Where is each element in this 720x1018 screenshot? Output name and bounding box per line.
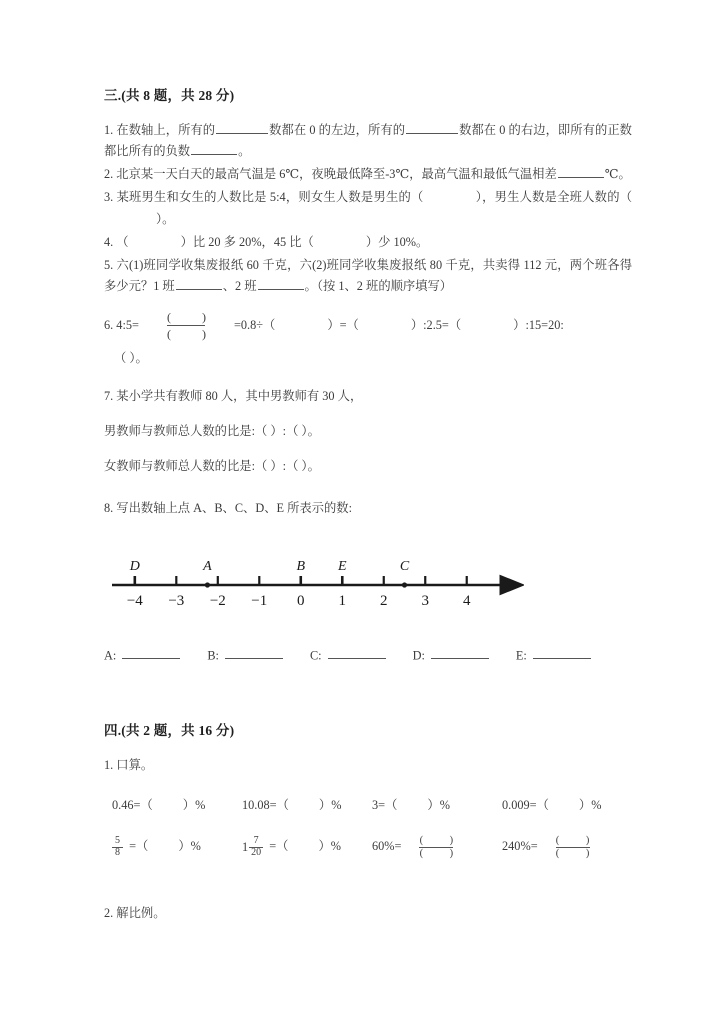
point-dot <box>402 582 407 587</box>
answer-blank-a[interactable] <box>122 647 180 660</box>
fill-blank[interactable] <box>258 277 304 290</box>
fraction-denominator: ( ) <box>555 847 602 859</box>
fraction-denominator: 8 <box>115 846 120 858</box>
axis-tick-label: −3 <box>168 592 185 609</box>
question-4-part-c: ）少 10%。 <box>365 234 429 249</box>
answer-slot-a <box>104 647 181 664</box>
calc-close: ）% <box>578 798 602 813</box>
mixed-number <box>242 836 266 858</box>
fill-blank[interactable] <box>558 166 604 179</box>
axis-tick-label: −1 <box>251 592 268 609</box>
mental-math-row-2 <box>104 835 632 859</box>
answer-label-c: C: <box>309 648 322 663</box>
point-label-d: D <box>129 558 140 574</box>
answer-blank-c[interactable] <box>328 647 386 660</box>
mixed-whole: 1 <box>242 839 249 854</box>
axis-tick-label: 3 <box>421 592 429 609</box>
answer-label-d: D: <box>412 648 425 663</box>
axis-tick-label: −2 <box>209 592 226 609</box>
calc-cell-mixed <box>242 836 372 858</box>
answer-slot-e <box>516 647 592 664</box>
question-5-part-a: 5. 六(1)班同学收集废报纸 60 千克，六(2)班同学收集废报纸 80 千克，共卖得 112 元，两个班各得多少元？1 班 <box>104 257 632 293</box>
fill-blank[interactable] <box>191 142 237 155</box>
question-8: 8. 写出数轴上点 A、B、C、D、E 所表示的数: <box>104 500 352 515</box>
calc-expr: 3=（ <box>372 798 398 813</box>
question-1-part-c: 数都在 0 的右边，即所有的正数都比所有的负数 <box>104 123 632 159</box>
section-heading-3: 三.(共 8 题，共 28 分) <box>104 88 235 103</box>
calc-close: ）% <box>318 839 342 854</box>
fraction-denominator: ( ) <box>166 327 220 342</box>
axis-tick-labels <box>127 593 471 609</box>
number-line-svg <box>104 537 524 633</box>
calc-close: ）% <box>182 798 206 813</box>
fraction-denominator: ( ) <box>419 847 466 859</box>
calc-cell <box>502 795 632 813</box>
point-label-b: B <box>296 558 306 574</box>
calc-cell <box>372 795 502 813</box>
question-1 <box>104 120 632 162</box>
answer-blanks-row <box>104 647 632 664</box>
question-1-part-b: 数都在 0 的左边，所有的 <box>269 123 406 137</box>
question-1-part-a: 1. 在数轴上，所有的 <box>104 123 216 137</box>
question-1-part-d: 。 <box>238 144 251 159</box>
calc-cell-percent <box>502 835 632 859</box>
percent-eq: = <box>394 839 402 854</box>
question-2 <box>104 164 632 185</box>
calc-cell-percent <box>372 835 502 859</box>
calc-cell <box>112 795 242 813</box>
calc-close: ）% <box>178 839 201 854</box>
question-6-mid: =0.8÷（ <box>233 318 276 333</box>
mixed-fraction <box>249 836 263 858</box>
calc-close: ）% <box>318 798 342 813</box>
point-dot <box>205 582 210 587</box>
question-6-p3: ）:15=20: <box>513 318 564 333</box>
answer-label-b: B: <box>207 648 219 663</box>
fraction-numerator: 7 <box>253 835 259 847</box>
question-4-part-b: ）比 20 多 20%，45 比（ <box>180 234 314 249</box>
answer-label-e: E: <box>515 648 527 663</box>
fill-blank[interactable] <box>406 121 458 134</box>
question-6-lead: 6. 4:5= <box>104 318 139 333</box>
point-label-a: A <box>203 558 212 574</box>
number-line-diagram <box>104 537 632 633</box>
fraction-denominator: 20 <box>251 846 262 858</box>
question-2-part-a: 2. 北京某一天白天的最高气温是 6℃，夜晚最低降至-3℃，最高气温和最低气温相差 <box>104 167 557 182</box>
calc-close: ）% <box>427 798 450 813</box>
percent-lead: 240% <box>502 839 531 854</box>
question-7-sub-1: 男教师与教师总人数的比是:（ ）:（ ）。 <box>104 424 320 439</box>
answer-slot-c <box>310 647 387 664</box>
section-4 <box>104 719 632 921</box>
question-6-tail: （ ）。 <box>114 351 148 366</box>
answer-blank-d[interactable] <box>431 647 489 660</box>
axis-tick-label: 2 <box>380 592 388 609</box>
answer-slot-d <box>413 647 490 664</box>
fill-blank[interactable] <box>216 121 268 134</box>
answer-blank-b[interactable] <box>225 647 283 660</box>
calc-expr: =（ <box>129 839 149 854</box>
calc-expr: 0.009=（ <box>502 798 549 813</box>
fraction-numerator: ( ) <box>166 310 220 325</box>
question-3 <box>104 187 632 229</box>
point-label-e: E <box>337 558 347 574</box>
question-3-part-c: ）。 <box>156 211 175 226</box>
question-4 <box>104 232 632 253</box>
question-5-part-b: 、2 班 <box>222 278 257 293</box>
paren-fraction[interactable] <box>543 835 603 859</box>
question-7: 7. 某小学共有教师 80 人，其中男教师有 30 人， <box>104 389 363 404</box>
section-heading-4: 四.(共 2 题，共 16 分) <box>104 723 235 739</box>
calc-cell <box>242 795 372 813</box>
paren-fraction[interactable] <box>407 835 467 859</box>
axis-tick-label: −4 <box>126 592 143 609</box>
fill-blank[interactable] <box>176 277 222 290</box>
calc-expr: 0.46=（ <box>112 798 153 813</box>
fraction-numerator: ( ) <box>555 835 602 847</box>
answer-slot-b <box>207 647 284 664</box>
question-5 <box>104 255 632 297</box>
answer-label-a: A: <box>104 648 117 663</box>
page-content <box>104 84 632 921</box>
question-7-sub-2: 女教师与教师总人数的比是:（ ）:（ ）。 <box>104 459 320 474</box>
question-2-part-b: ℃。 <box>604 167 631 182</box>
axis-tick-label: 1 <box>338 592 347 609</box>
percent-lead: 60% <box>372 839 395 854</box>
marked-points <box>129 559 410 588</box>
question-6-p2: ）:2.5=（ <box>410 318 462 333</box>
calc-cell-fraction <box>112 836 242 858</box>
point-label-c: C <box>399 558 410 574</box>
answer-blank-e[interactable] <box>533 647 591 660</box>
section4-question-2: 2. 解比例。 <box>104 906 166 921</box>
question-3-part-b: ），男生人数是全班人数的（ <box>475 190 632 205</box>
question-6-p1: ）=（ <box>327 318 359 333</box>
question-4-part-a: 4. （ <box>104 234 129 249</box>
calc-expr: =（ <box>269 839 289 854</box>
fraction-five-eighths <box>112 836 123 858</box>
question-6 <box>104 309 632 342</box>
question-3-part-a: 3. 某班男生和女生的人数比是 5:4，则女生人数是男生的（ <box>104 190 424 205</box>
paren-fraction[interactable] <box>153 309 220 342</box>
percent-eq: = <box>530 839 538 854</box>
mental-math-row-1 <box>104 795 632 813</box>
axis-tick-label: 0 <box>297 592 305 609</box>
section4-question-1: 1. 口算。 <box>104 758 154 773</box>
question-5-part-c: 。（按 1、2 班的顺序填写） <box>304 278 453 293</box>
axis-tick-label: 4 <box>462 592 471 609</box>
fraction-numerator: 5 <box>115 835 120 847</box>
fraction-numerator: ( ) <box>419 835 466 847</box>
calc-expr: 10.08=（ <box>242 798 289 813</box>
